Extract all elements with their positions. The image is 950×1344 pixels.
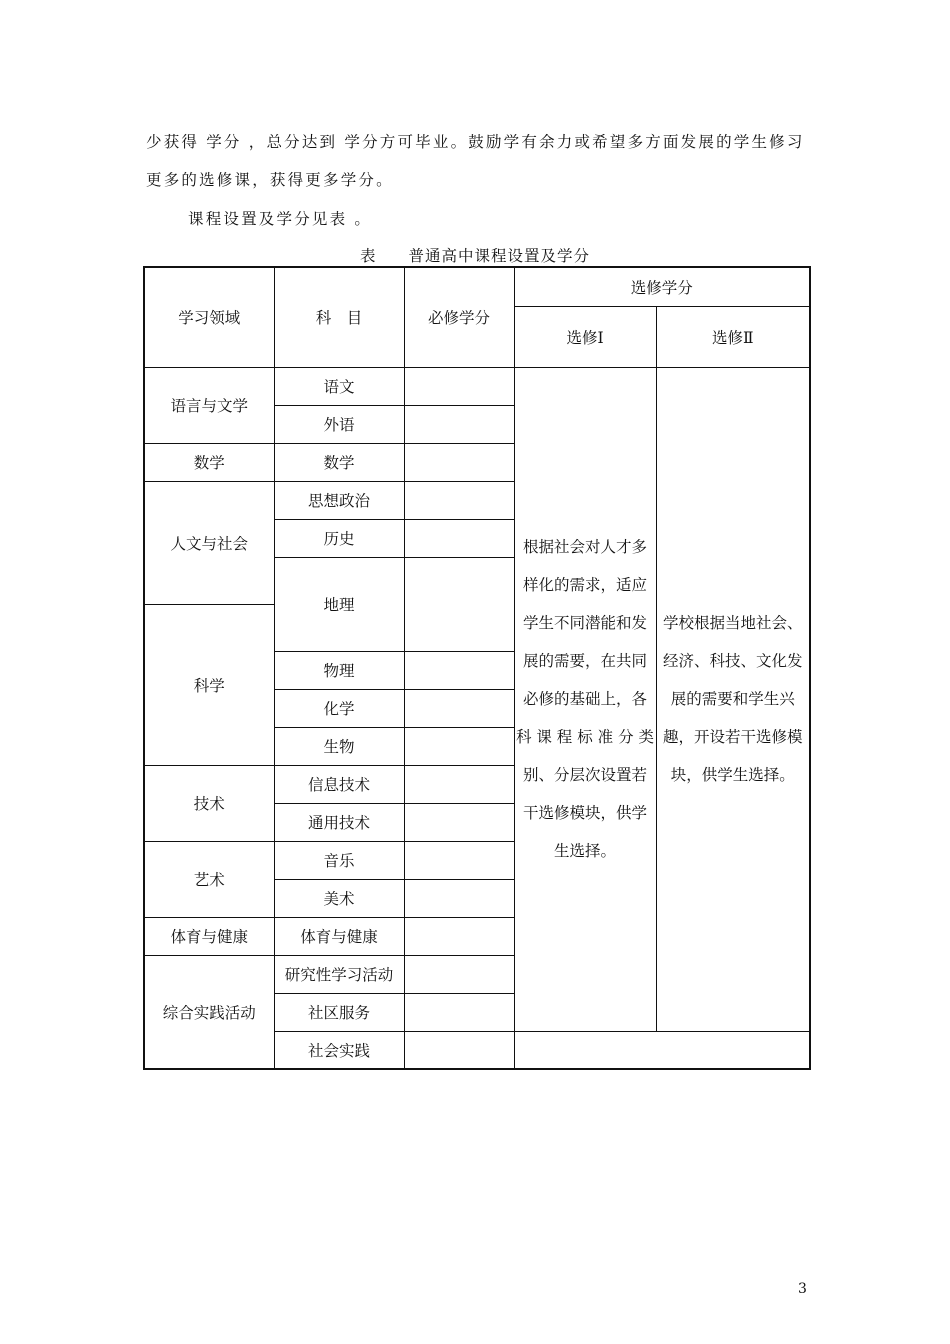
subject-cell: 语文: [274, 367, 404, 405]
required-credit-cell: [404, 917, 514, 955]
elective-1-line: 科 课 程 标 准 分 类: [515, 728, 655, 746]
subject-cell: 社会实践: [274, 1031, 404, 1069]
required-credit-cell: [404, 955, 514, 993]
table-caption: [360, 244, 590, 266]
required-credit-cell: [404, 481, 514, 519]
subject-cell: 数学: [274, 443, 404, 481]
elective-1-line: 学生不同潜能和发: [522, 614, 647, 632]
course-credit-table: [143, 266, 811, 1070]
subject-cell: 研究性学习活动: [274, 955, 404, 993]
subject-cell: 信息技术: [274, 765, 404, 803]
domain-cell: 数学: [144, 443, 274, 481]
elective-1-description: [514, 367, 656, 1031]
required-credit-cell: [404, 727, 514, 765]
domain-cell: 综合实践活动: [144, 955, 274, 1069]
subject-cell: 地理: [274, 557, 404, 651]
elective-2-line: 展的需要和学生兴: [670, 690, 795, 708]
subject-cell: 社区服务: [274, 993, 404, 1031]
page-number: 3: [798, 1281, 807, 1297]
intro-line-2: 更多的选修课，获得更多学分。: [146, 171, 394, 189]
required-credit-cell: [404, 765, 514, 803]
domain-cell: 人文与社会: [144, 481, 274, 604]
required-credit-cell: [404, 993, 514, 1031]
domain-cell: 体育与健康: [144, 917, 274, 955]
elective-2-line: 学校根据当地社会、: [663, 614, 803, 632]
domain-cell: 语言与文学: [144, 367, 274, 443]
domain-cell: 艺术: [144, 841, 274, 917]
required-credit-cell: [404, 879, 514, 917]
subject-cell: 物理: [274, 651, 404, 689]
subject-cell: 体育与健康: [274, 917, 404, 955]
required-credit-cell: [404, 405, 514, 443]
required-credit-cell: [404, 367, 514, 405]
header-domain: 学习领域: [144, 267, 274, 367]
header-elective-1: 选修Ⅰ: [514, 306, 656, 367]
subject-cell: 历史: [274, 519, 404, 557]
domain-cell: 科学: [144, 604, 274, 765]
subject-cell: 生物: [274, 727, 404, 765]
required-credit-cell: [404, 443, 514, 481]
elective-2-line: 块，供学生选择。: [670, 766, 795, 784]
subject-cell: 外语: [274, 405, 404, 443]
elective-2-line: 经济、科技、文化发: [663, 652, 803, 670]
subject-cell: 美术: [274, 879, 404, 917]
required-credit-cell: [404, 519, 514, 557]
elective-2-line: 趣，开设若干选修模: [663, 728, 803, 746]
required-credit-cell: [404, 557, 514, 651]
subject-cell: 思想政治: [274, 481, 404, 519]
elective-1-line: 生选择。: [553, 842, 616, 860]
header-elective-2: 选修Ⅱ: [656, 306, 810, 367]
elective-1-line: 干选修模块，供学: [522, 804, 647, 822]
table-caption-label: 表: [360, 247, 377, 265]
subject-cell: 化学: [274, 689, 404, 727]
header-elective-credits: 选修学分: [514, 267, 810, 306]
domain-cell: 技术: [144, 765, 274, 841]
required-credit-cell: [404, 689, 514, 727]
required-credit-cell: [404, 1031, 514, 1069]
required-credit-cell: [404, 841, 514, 879]
header-subject: 科 目: [274, 267, 404, 367]
intro-line-1: 少获得 学分 ，总分达到 学分方可毕业。鼓励学有余力或希望多方面发展的学生修习: [146, 133, 805, 151]
required-credit-cell: [404, 651, 514, 689]
subject-cell: 音乐: [274, 841, 404, 879]
intro-line-3: 课程设置及学分见表 。: [188, 210, 373, 228]
elective-2-description: [656, 367, 810, 1031]
subject-cell: 通用技术: [274, 803, 404, 841]
elective-1-line: 必修的基础上，各: [522, 690, 647, 708]
elective-1-line: 展的需要，在共同: [522, 652, 647, 670]
required-credit-cell: [404, 803, 514, 841]
elective-1-line: 根据社会对人才多: [522, 538, 647, 556]
elective-1-line: 别、分层次设置若: [522, 766, 647, 784]
elective-1-line: 样化的需求，适应: [522, 576, 647, 594]
table-caption-title: 普通高中课程设置及学分: [408, 247, 591, 265]
header-required-credits: 必修学分: [404, 267, 514, 367]
